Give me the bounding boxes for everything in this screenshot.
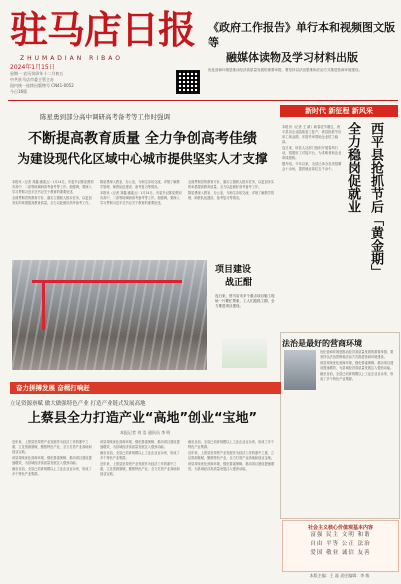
top-right-headline-line2: 融媒体读物及学习材料出版 xyxy=(226,51,358,64)
main-story-headline xyxy=(10,130,275,168)
issue-cn: 国内统一连续出版物号 CN41-0052 xyxy=(10,83,74,88)
main-story-col-2 xyxy=(100,180,182,255)
side-para-1: 本报讯（记者 王 斌）新春佳节刚过，西平县各企业陆续复工复产，该县抢抓节后用工黄金期，多措并举帮助企业招工稳岗。 xyxy=(282,125,342,144)
main-story-kicker: 陈星勇到部分高中调研高考备考等工作时强调 xyxy=(40,113,170,121)
main-story-para-3: 陈星勇深入教室、办公室，与师生亲切交流，详细了解教学管理、师资队伍建设、备考复习等情况。 xyxy=(100,180,180,189)
core-values-box xyxy=(282,520,399,572)
main-story-para-3b: 陈星勇深入教室、办公室，与师生亲切交流，详细了解教学管理、师资队伍建设、备考复习等情况。 xyxy=(188,191,275,200)
section2-para-3c: 截至目前，全县已培育规模以上工业企业百余家，形成了多个特色产业集群。 xyxy=(188,440,275,449)
main-story-para-1b: 本报讯（记者 刘鑫 潘素云）1月14日，市委书记陈星勇到市高中、二高等地调研高考备考等工作。他强调，要深入学习贯彻习近平总书记关于教育的重要论述， xyxy=(100,191,182,205)
main-story-para-2: 全面贯彻党的教育方针，落实立德树人根本任务，以更加务实的举措提高教育质量，全力以赴做好高考备考工作。 xyxy=(12,196,92,205)
section2-para-1c: 近年来，上蔡县坚持把产业发展作为经济工作的重中之重，立足资源禀赋，聚焦特色产业，全力打造产业高地和创业宝地。 xyxy=(188,451,275,460)
main-story-para-2b: 全面贯彻党的教育方针，落实立德树人根本任务，以更加务实的举措提高教育质量，全力以赴做好高考备考工作。 xyxy=(188,180,275,189)
main-story-col-3 xyxy=(188,180,276,255)
section2-para-3: 截至目前，全县已培育规模以上工业企业百余家，形成了多个特色产业集群。 xyxy=(12,467,92,476)
law-box-portrait xyxy=(284,350,316,390)
section2-para-1: 近年来，上蔡县坚持把产业发展作为经济工作的重中之重，立足资源禀赋，聚焦特色产业，全力打造产业高地和创业宝地。 xyxy=(12,440,92,454)
section2-para-2c: 该县持续优化营商环境，强化要素保障，推动项目建设提速增效，为县域经济高质量发展注入强劲动能。 xyxy=(188,462,275,471)
top-right-headline-line1: 《政府工作报告》单行本和视频图文版等 xyxy=(208,21,395,49)
top-right-summary xyxy=(208,68,398,98)
issue-date: 2024年1月15日 xyxy=(10,64,55,71)
masthead-title: 驻马店日报 xyxy=(10,7,196,52)
side-headline-1: 西平县抢抓节后「黄金期」 xyxy=(368,122,383,278)
qr-code xyxy=(176,70,200,94)
side-column-body xyxy=(282,125,342,330)
photo-caption-block xyxy=(215,262,275,324)
section2-col-3 xyxy=(188,440,276,570)
masthead-divider xyxy=(8,100,398,101)
core-values-line-3: 爱国 敬业 诚信 友善 xyxy=(310,550,371,556)
side-headline-2: 全力稳岗促就业 xyxy=(345,122,360,213)
issue-lunar: 星期一 农历癸卯年十二月初五 xyxy=(10,71,64,76)
issue-publisher: 中共驻马店市委主管主办 xyxy=(10,77,54,82)
issue-pages: 今日16版 xyxy=(10,89,28,94)
main-story-col-1 xyxy=(12,180,94,255)
photo-crane-mast xyxy=(42,280,45,330)
issue-meta xyxy=(10,65,170,95)
photo-crane-beam xyxy=(32,280,182,283)
section2-headline: 上蔡县全力打造产业“高地”创业“宝地” xyxy=(27,411,258,426)
side-banner: 新时代 新征程 新风采 xyxy=(280,105,398,117)
top-right-summary-text: 优化营商环境是推动经济高质量发展的重要举措，要坚持以法治思维和法治方式推进营商环境建设。 xyxy=(208,68,362,72)
section2-banner: 奋力拼搏发展 奋楫打响赶 xyxy=(10,382,281,394)
section2-byline: 本报记者 刘 浩 通讯员 李 明 xyxy=(120,430,171,435)
photo-caption-title-2: 战正酣 xyxy=(225,278,253,288)
core-values-line-1: 富强 民主 文明 和谐 xyxy=(310,532,371,538)
small-graphic xyxy=(222,338,267,368)
law-box-para-1: 优化营商环境是推动经济高质量发展的重要举措，要坚持以法治思维和法治方式推进营商环境建设。 xyxy=(320,350,394,359)
photo-caption: 连日来，驻马店市多个重点项目施工现场一片繁忙景象，工人们抢抓工期，全力推进项目建设。 xyxy=(215,294,275,308)
main-story-para-1: 本报讯（记者 刘鑫 潘素云）1月14日，市委书记陈星勇到市高中、二高等地调研高考备考等工作。他强调，要深入学习贯彻习近平总书记关于教育的重要论述， xyxy=(12,180,94,194)
section2-para-2b: 该县持续优化营商环境，强化要素保障，推动项目建设提速增效，为县域经济高质量发展注入强劲动能。 xyxy=(100,440,180,449)
section2-col-2 xyxy=(100,440,182,570)
side-para-3: 据介绍，今年以来，全县已举办各类招聘会十余场，提供就业岗位五千余个。 xyxy=(282,162,342,171)
section2-col-1 xyxy=(12,440,94,570)
core-values-title: 社会主义核心价值观基本内容 xyxy=(307,525,373,531)
main-story-headline-line1: 不断提高教育质量 全力争创高考佳绩 xyxy=(28,131,257,147)
law-box-para-2: 该县持续优化营商环境，强化要素保障，推动项目建设提速增效，为县域经济高质量发展注入强劲动能。 xyxy=(320,361,394,370)
section2-para-1b: 近年来，上蔡县坚持把产业发展作为经济工作的重中之重，立足资源禀赋，聚焦特色产业，全力打造产业高地和创业宝地。 xyxy=(100,462,180,476)
side-para-2: 连日来，该县人社部门组织开展春风行动，搭建用工对接平台，为求职者和企业牵线搭桥。 xyxy=(282,146,342,160)
core-values-line-2: 自由 平等 公正 法治 xyxy=(310,541,371,547)
section2-para-2: 该县持续优化营商环境，强化要素保障，推动项目建设提速增效，为县域经济高质量发展注入强劲动能。 xyxy=(12,456,92,465)
main-story-headline-line2: 为建设现代化区域中心城市提供坚实人才支撑 xyxy=(17,151,268,166)
masthead-pinyin: ZHUMADIAN RIBAO xyxy=(20,55,123,62)
top-right-headline xyxy=(208,20,398,65)
law-box-para-3: 截至目前，全县已培育规模以上工业企业百余家，形成了多个特色产业集群。 xyxy=(320,372,394,381)
page-footer: 本版主编：王 磊 责任编辑：李 敏 xyxy=(309,573,370,578)
law-box-title: 法治是最好的营商环境 xyxy=(282,339,362,348)
construction-photo xyxy=(12,260,207,370)
law-box-body xyxy=(320,350,395,510)
section2-subheadline: 立足资源禀赋 做大做强特色产业 打造产业链式发展高地 xyxy=(10,401,146,407)
section2-para-3b: 截至目前，全县已培育规模以上工业企业百余家，形成了多个特色产业集群。 xyxy=(100,451,180,460)
photo-caption-title: 项目建设 xyxy=(215,265,252,275)
